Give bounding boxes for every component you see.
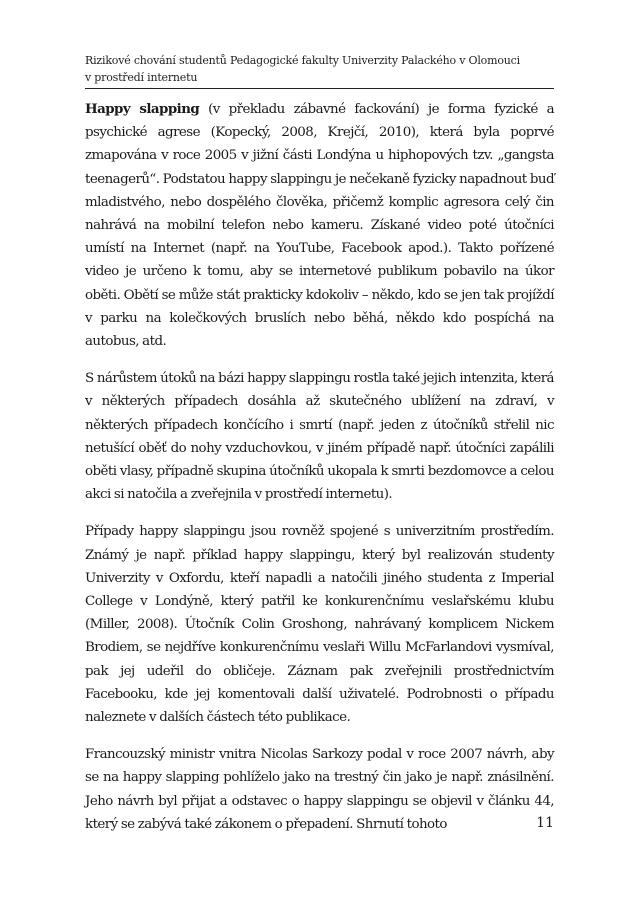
paragraph-2: S nárůstem útoků na bázi happy slappingu rostla také jejich intenzita, která v některých případech dosáhla až skutečného ublížení na zdraví, v některých případech končícího i smrtí (např. jeden z útočníků střelil nic netušící oběť do nohy vzduchovkou, v jiném případě např. útočníci zapálili oběti vlasy, případně skupina útočníků ukopala k smrti bezdomovce a celou akci si natočila a zveřejnila v prostředí internetu). [85, 371, 554, 503]
paragraph-1 [85, 98, 554, 353]
header-line-1: Rizikové chování studentů Pedagogické fakulty Univerzity Palackého v Olomouci [85, 54, 520, 67]
paragraph-4: Francouzský ministr vnitra Nicolas Sarkozy podal v roce 2007 návrh, aby se na happy slapping pohlíželo jako na trestný čin jako je např. znásilnění. Jeho návrh byl přijat a odstavec o happy slappingu se objevil v článku 44, který se zabývá také zákonem o přepadení. Shrnutí tohoto [85, 747, 554, 832]
body-text [85, 98, 554, 850]
defined-term: Happy slapping [85, 101, 200, 117]
header-divider [85, 88, 554, 89]
paragraph-1-text: (v překladu zábavné fackování) je forma fyzické a psychické agrese (Kopecký, 2008, Krejčí, 2010), která byla poprvé zmapována v roce 2005 v jižní části Londýna u hiphopových tzv. „gangsta teenagerů“. Podstatou happy slappingu je nečekaně fyzicky napadnout buď mladistvého, nebo dospělého člověka, přičemž komplic agresora celý čin nahrává na mobilní telefon nebo kameru. Získané video poté útočníci umístí na Internet (např. na YouTube, Facebook apod.). Takto pořízené video je určeno k tomu, aby se internetové publikum pobavilo na úkor oběti. Obětí se může stát prakticky kdokoliv – někdo, kdo se jen tak projíždí v parku na kolečkových bruslích nebo běhá, někdo kdo pospíchá na autobus, atd. [85, 102, 555, 350]
header-line-2: v prostředí internetu [85, 71, 198, 84]
running-header [85, 52, 553, 86]
paragraph-3: Případy happy slappingu jsou rovněž spojené s univerzitním prostředím. Známý je např. příklad happy slappingu, který byl realizován studenty Univerzity v Oxfordu, kteří napadli a natočili jiného studenta z Imperial College v Londýně, který patřil ke konkurenčnímu veslařskému klubu (Miller, 2008). Útočník Colin Groshong, nahrávaný komplicem Nickem Brodiem, se nejdříve konkurenčnímu veslaři Willu McFarlandovi vysmíval, pak jej udeřil do obličeje. Záznam pak zveřejnili prostřednictvím Facebooku, kde jej komentovali další uživatelé. Podrobnosti o případu naleznete v dalších částech této publikace. [85, 524, 554, 726]
page-number: 11 [536, 815, 554, 831]
